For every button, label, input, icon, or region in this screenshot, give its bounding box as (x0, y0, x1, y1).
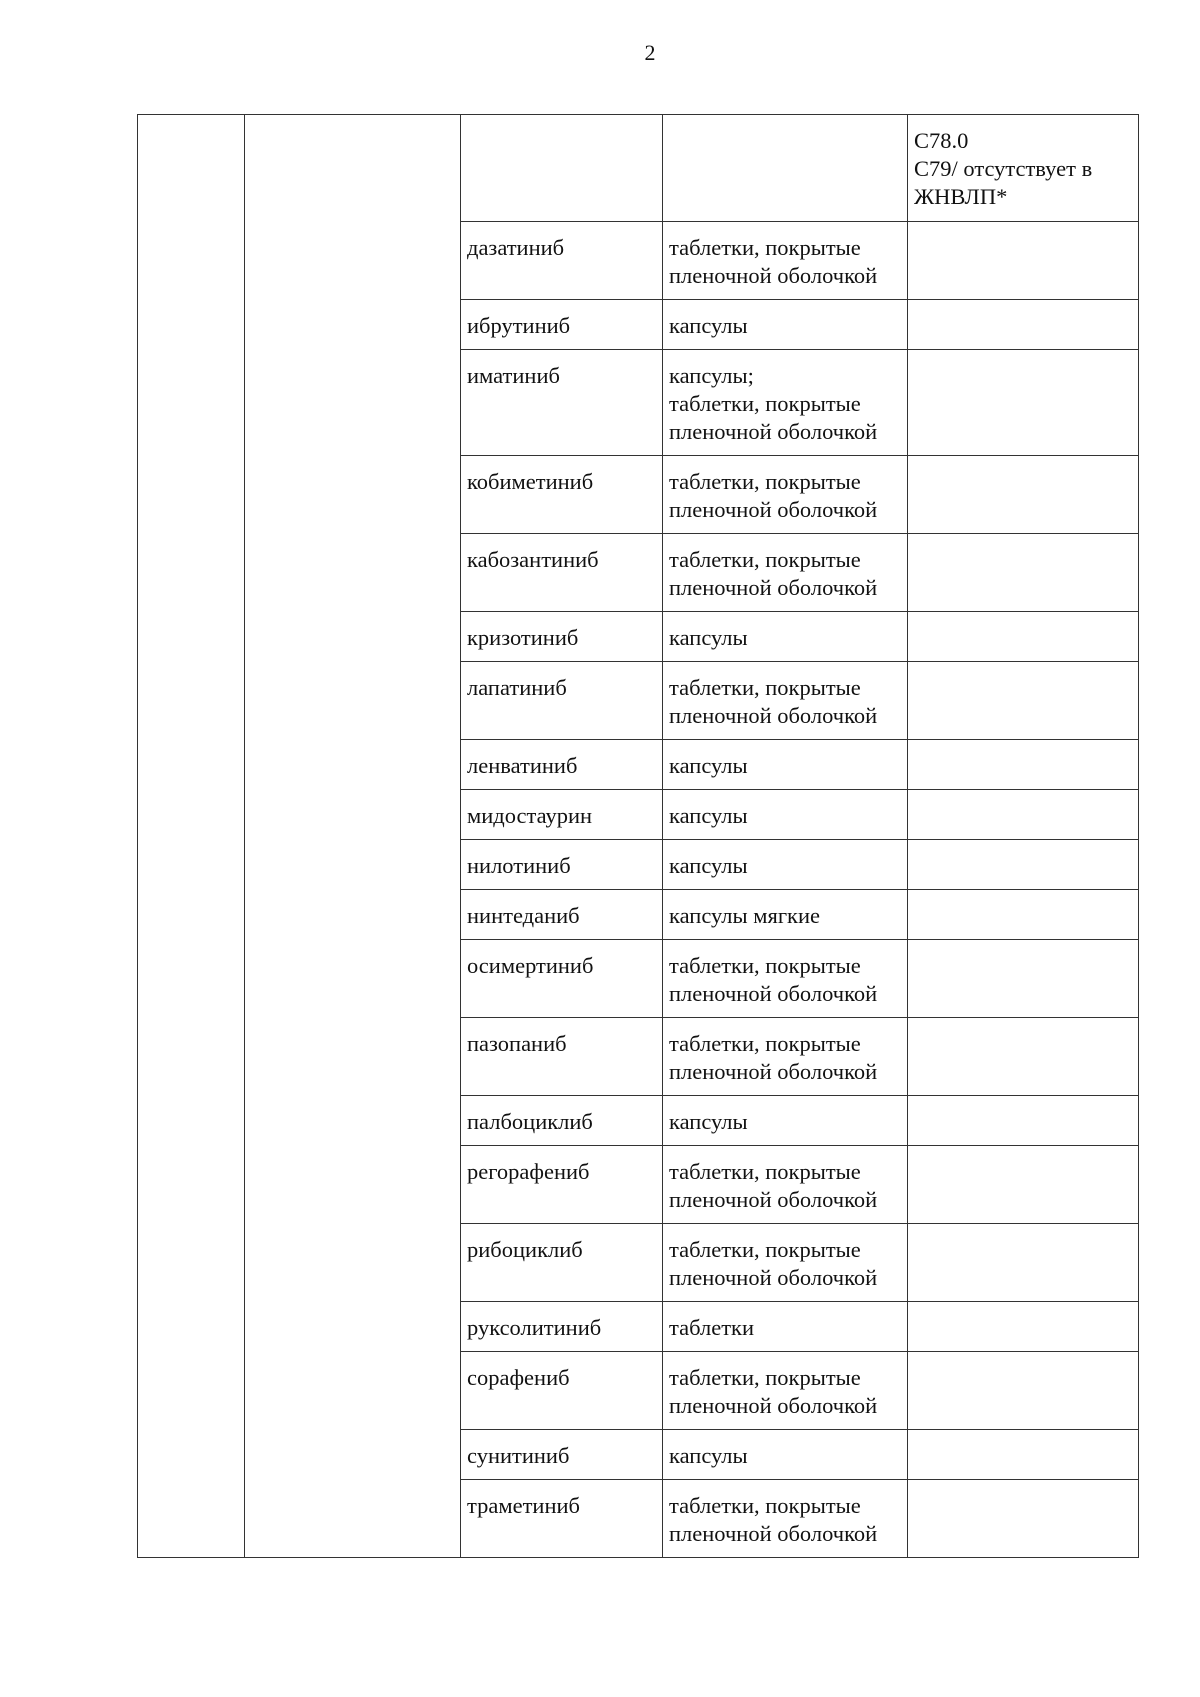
dosage-form-cell: капсулы (663, 790, 908, 840)
dosage-form-cell: таблетки, покрытые пленочной оболочкой (663, 222, 908, 300)
code-cell (908, 1302, 1139, 1352)
drug-name-cell: палбоциклиб (461, 1096, 663, 1146)
drug-name-cell: ибрутиниб (461, 300, 663, 350)
dosage-form-cell: капсулы; таблетки, покрытые пленочной оболочкой (663, 350, 908, 456)
code-cell (908, 940, 1139, 1018)
drug-name-cell: сунитиниб (461, 1430, 663, 1480)
dosage-form-cell: капсулы (663, 612, 908, 662)
code-cell (908, 740, 1139, 790)
code-cell (908, 662, 1139, 740)
drug-name-cell: осимертиниб (461, 940, 663, 1018)
drug-name-cell: траметиниб (461, 1480, 663, 1558)
dosage-form-cell: капсулы (663, 1430, 908, 1480)
dosage-form-cell: таблетки, покрытые пленочной оболочкой (663, 1146, 908, 1224)
code-cell (908, 890, 1139, 940)
drug-name-cell: иматиниб (461, 350, 663, 456)
code-cell (908, 1146, 1139, 1224)
drug-name-cell: нилотиниб (461, 840, 663, 890)
code-cell (908, 1480, 1139, 1558)
dosage-form-cell: капсулы (663, 300, 908, 350)
dosage-form-cell: капсулы (663, 740, 908, 790)
page-number: 2 (644, 40, 656, 65)
drug-name-cell: кабозантиниб (461, 534, 663, 612)
table-cell-form (663, 115, 908, 222)
dosage-form-cell: таблетки, покрытые пленочной оболочкой (663, 1224, 908, 1302)
drug-name-cell: регорафениб (461, 1146, 663, 1224)
dosage-form-cell: таблетки, покрытые пленочной оболочкой (663, 456, 908, 534)
dosage-form-cell: капсулы мягкие (663, 890, 908, 940)
drug-table-body (138, 115, 1139, 1558)
code-cell (908, 1096, 1139, 1146)
drug-name-cell: руксолитиниб (461, 1302, 663, 1352)
drug-name-cell: нинтеданиб (461, 890, 663, 940)
code-cell (908, 1352, 1139, 1430)
dosage-form-cell: таблетки, покрытые пленочной оболочкой (663, 940, 908, 1018)
drug-name-cell: пазопаниб (461, 1018, 663, 1096)
drug-name-cell: кризотиниб (461, 612, 663, 662)
code-cell (908, 790, 1139, 840)
drug-name-cell: мидостаурин (461, 790, 663, 840)
code-cell (908, 1018, 1139, 1096)
code-cell (908, 534, 1139, 612)
code-cell (908, 1430, 1139, 1480)
table-row (138, 115, 1139, 222)
dosage-form-cell: таблетки (663, 1302, 908, 1352)
drug-name-cell: лапатиниб (461, 662, 663, 740)
code-cell (908, 300, 1139, 350)
table-cell-drug (461, 115, 663, 222)
code-cell (908, 1224, 1139, 1302)
table-cell-col2 (245, 115, 461, 1558)
dosage-form-cell: таблетки, покрытые пленочной оболочкой (663, 662, 908, 740)
dosage-form-cell: капсулы (663, 840, 908, 890)
code-cell (908, 350, 1139, 456)
drug-table (137, 114, 1139, 1558)
code-cell (908, 840, 1139, 890)
dosage-form-cell: таблетки, покрытые пленочной оболочкой (663, 1018, 908, 1096)
drug-name-cell: рибоциклиб (461, 1224, 663, 1302)
dosage-form-cell: таблетки, покрытые пленочной оболочкой (663, 1352, 908, 1430)
drug-name-cell: дазатиниб (461, 222, 663, 300)
drug-name-cell: ленватиниб (461, 740, 663, 790)
table-cell-col1 (138, 115, 245, 1558)
dosage-form-cell: таблетки, покрытые пленочной оболочкой (663, 534, 908, 612)
drug-name-cell: кобиметиниб (461, 456, 663, 534)
dosage-form-cell: капсулы (663, 1096, 908, 1146)
code-cell (908, 222, 1139, 300)
code-cell (908, 456, 1139, 534)
drug-name-cell: сорафениб (461, 1352, 663, 1430)
dosage-form-cell: таблетки, покрытые пленочной оболочкой (663, 1480, 908, 1558)
table-cell-code: С78.0 С79/ отсутствует в ЖНВЛП* (908, 115, 1139, 222)
code-cell (908, 612, 1139, 662)
